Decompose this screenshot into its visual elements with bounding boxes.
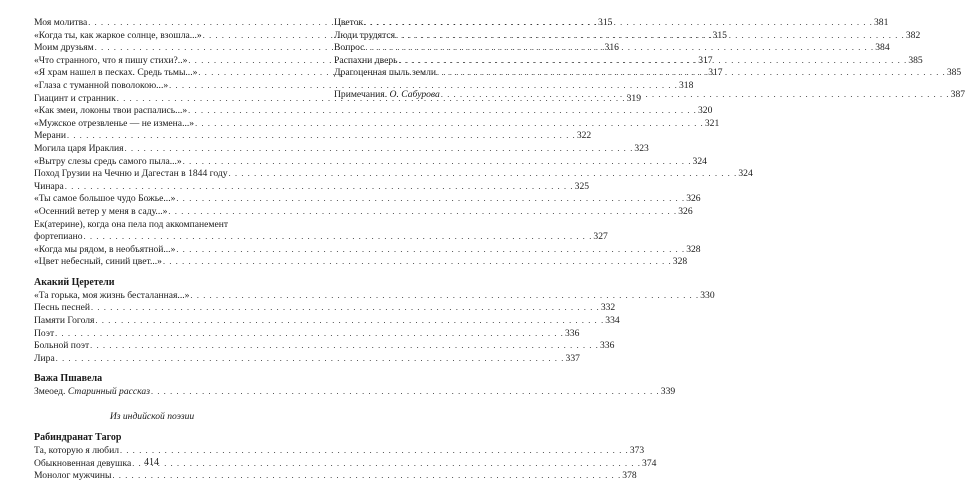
toc-leader-dots — [65, 181, 574, 194]
toc-leader-dots — [441, 89, 950, 102]
toc-entry-page: 381 — [874, 17, 889, 28]
toc-entry-title: Вопрос — [334, 42, 365, 54]
toc-entry-title: «Вытру слезы средь самого пыла...» — [34, 155, 182, 167]
toc-entry-title: «Цвет небесный, синий цвет...» — [34, 256, 162, 268]
toc-entry-page: 325 — [574, 180, 590, 192]
toc-entry — [34, 352, 580, 366]
toc-leader-dots — [396, 30, 905, 43]
toc-entry-title: Памяти Гоголя — [34, 315, 95, 327]
toc-entry — [34, 193, 701, 206]
toc-entry-title: «Та горька, моя жизнь бесталанная...» — [34, 289, 190, 301]
toc-leader-dots — [84, 231, 593, 244]
toc-entry-title: Обыкновенная девушка — [34, 457, 132, 469]
toc-leader-dots — [183, 156, 692, 169]
toc-entry-page: 384 — [875, 42, 890, 54]
toc-entry-title: Моим друзьям — [34, 42, 94, 54]
toc-entry-page: 334 — [605, 315, 620, 327]
toc-entry-page: 326 — [686, 193, 701, 205]
toc-leader-dots — [437, 67, 946, 80]
toc-entry-page: 324 — [692, 155, 707, 167]
toc-entry-title: «Ты самое большое чудо Божье...» — [34, 193, 176, 205]
toc-entry-page: 378 — [622, 470, 637, 482]
toc-entry-title: Драгоценная пыль земли — [334, 67, 437, 79]
toc-entry-page: 321 — [704, 117, 720, 129]
toc-entry-title: «Мужское отрезвленье — не измена...» — [34, 117, 195, 129]
toc-entry — [34, 302, 616, 315]
author-heading: Важа Пшавела — [34, 373, 103, 385]
toc-leader-dots — [95, 315, 604, 328]
toc-entry — [34, 79, 694, 93]
toc-entry — [34, 168, 753, 181]
toc-entry-multiline — [34, 218, 608, 244]
toc-group — [34, 289, 715, 366]
toc-entry-page: 316 — [604, 42, 619, 54]
toc-entry-title: Гиацинт и странник — [34, 92, 116, 104]
author-heading: Рабиндранат Тагор — [34, 432, 122, 444]
toc-entry-page: 315 — [598, 17, 613, 28]
toc-entry — [34, 340, 615, 353]
toc-entry — [34, 327, 580, 341]
author-heading: Акакий Церетели — [34, 276, 115, 288]
toc-entry-page: 332 — [600, 302, 616, 314]
toc-entry-title: Больной поэт — [34, 340, 90, 352]
toc-entry-page: 328 — [672, 256, 688, 268]
toc-entry-page: 315 — [712, 29, 727, 41]
toc-entry-title: Та, которую я любил — [34, 445, 119, 457]
toc-entry-title: Люди трудятся — [334, 29, 396, 41]
toc-entry-title: «Я храм нашел в песках. Средь тьмы...» — [34, 67, 198, 79]
page-number: 414 — [144, 457, 159, 468]
toc-entry — [34, 470, 637, 483]
toc-entry-page: 322 — [576, 130, 592, 142]
toc-entry-title: Поход Грузии на Чечню и Дагестан в 1844 году — [34, 168, 228, 180]
toc-entry-title-line1: Ек(атерине), когда она пела под аккомпанемент — [34, 218, 229, 230]
toc-entry-page: 336 — [599, 340, 615, 352]
toc-entry — [34, 155, 707, 169]
toc-entry — [34, 231, 608, 244]
toc-entry — [34, 243, 701, 257]
toc-leader-dots — [188, 105, 697, 118]
toc-entry-page: 328 — [686, 243, 701, 255]
toc-entry-page: 385 — [946, 67, 962, 79]
toc-entry — [34, 105, 713, 118]
toc-entry-title: Моя молитва — [34, 17, 88, 28]
toc-leader-dots — [176, 193, 685, 206]
toc-entry-page: 317 — [708, 67, 723, 79]
toc-entry-title: «Глаза с туманной поволокою...» — [34, 79, 169, 91]
section-subheading: Из индийской поэзии — [109, 411, 195, 423]
toc-entry — [34, 315, 620, 328]
toc-entry-title: «Осенний ветер у меня в саду...» — [34, 205, 168, 217]
toc-leader-dots — [399, 55, 908, 68]
toc-entry-title: Поэт — [34, 327, 55, 339]
toc-entry-title: «Как змеи, локоны твои распались...» — [34, 105, 188, 117]
toc-entry-title: Мерани — [34, 130, 66, 142]
toc-entry-page: 339 — [660, 386, 676, 398]
toc-entry — [34, 117, 720, 131]
toc-leader-dots — [125, 143, 634, 156]
toc-entry-title: «Когда ты, как жаркое солнце, взошла...» — [34, 29, 202, 41]
toc-entry-page: 327 — [593, 231, 608, 243]
toc-entry-title: Змеоед. Старинный рассказ — [34, 386, 150, 398]
toc-leader-dots — [365, 42, 874, 55]
toc-entry-page: 337 — [565, 352, 580, 364]
toc-entry — [34, 180, 590, 194]
toc-entry — [34, 256, 688, 269]
toc-entry-page: 336 — [564, 327, 580, 339]
toc-entry-title: «Что странного, что я пишу стихи?..» — [34, 54, 188, 66]
toc-entry — [34, 289, 715, 303]
toc-leader-dots — [190, 290, 699, 303]
toc-entry — [34, 130, 592, 143]
toc-entry-title: «Когда мы рядом, в необъятной...» — [34, 243, 176, 255]
toc-leader-dots — [91, 302, 600, 315]
toc-entry-page: 317 — [698, 54, 713, 66]
toc-entry-page: 387 — [950, 88, 965, 100]
toc-entry-title: Песнь песней — [34, 302, 91, 314]
toc-entry-page: 324 — [738, 168, 753, 180]
toc-leader-dots — [163, 256, 672, 269]
toc-entry-page: 320 — [697, 105, 713, 117]
toc-entry-page: 382 — [905, 29, 921, 41]
toc-entry-title: Примечания. О. Сабурова — [334, 88, 440, 100]
toc-leader-dots — [364, 17, 873, 30]
toc-leader-dots — [55, 328, 564, 341]
toc-leader-dots — [112, 470, 621, 483]
toc-entry-title: фортепиано — [34, 231, 83, 243]
toc-entry-title: Монолог мужчины — [34, 470, 112, 482]
toc-entry-title: Чинара — [34, 180, 64, 192]
toc-entry — [34, 205, 693, 219]
toc-leader-dots — [120, 445, 629, 458]
toc-entry — [34, 386, 676, 399]
toc-entry-title: Цветок — [334, 17, 364, 28]
toc-entry-page: 385 — [908, 54, 923, 66]
toc-leader-dots — [168, 206, 677, 219]
toc-leader-dots — [67, 130, 576, 143]
toc-entry-page: 319 — [626, 92, 641, 104]
toc-entry-page: 323 — [634, 142, 649, 154]
toc-entry — [34, 142, 649, 156]
toc-entry-title: Лира — [34, 352, 55, 364]
toc-entry-italic: О. Сабурова — [389, 88, 440, 100]
toc-entry-title: Распахни дверь — [334, 54, 398, 66]
toc-entry-page: 318 — [678, 79, 694, 91]
toc-entry — [34, 445, 645, 458]
toc-leader-dots — [56, 353, 565, 366]
toc-group — [34, 243, 701, 269]
toc-leader-dots — [90, 340, 599, 353]
toc-entry-title: Могила царя Ираклия — [34, 142, 124, 154]
toc-entry-page: 330 — [700, 289, 715, 301]
toc-leader-dots — [229, 168, 738, 181]
toc-leader-dots — [151, 386, 660, 399]
toc-entry-page: 326 — [678, 205, 693, 217]
toc-entry-page: 373 — [629, 445, 645, 457]
toc-leader-dots — [195, 118, 704, 131]
toc-entry-page: 374 — [642, 457, 657, 469]
toc-entry-italic: Старинный рассказ — [67, 386, 150, 398]
toc-leader-dots — [176, 244, 685, 257]
